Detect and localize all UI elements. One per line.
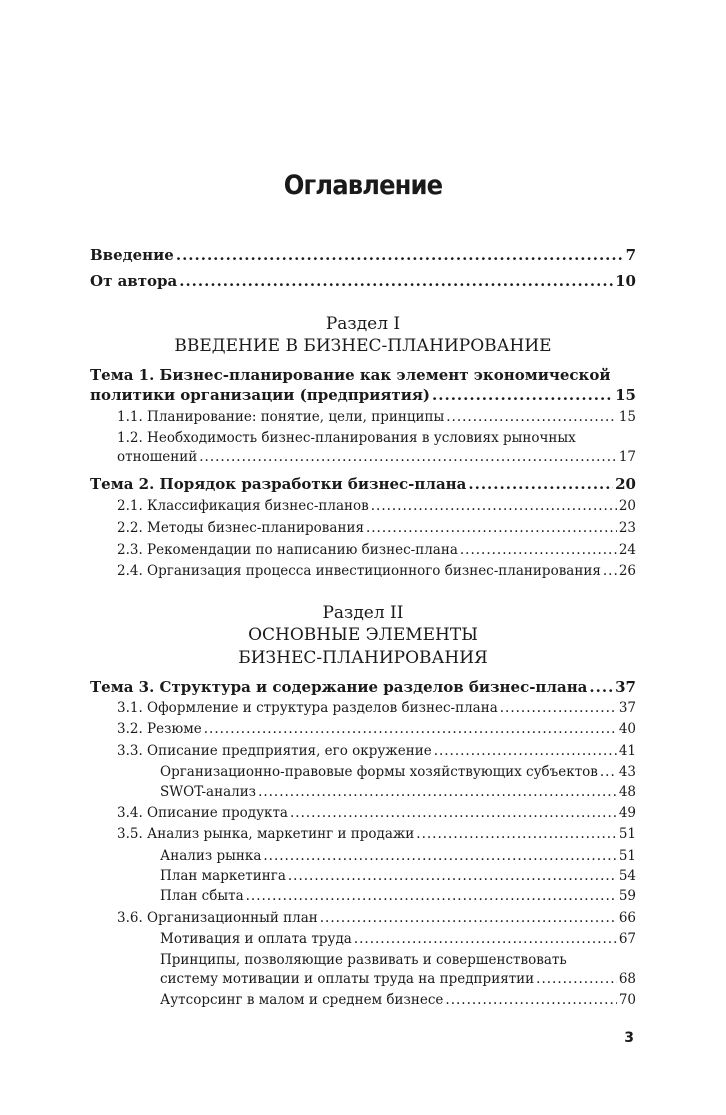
toc-entry [160, 992, 636, 1008]
toc-label: политики организации (предприятия) [90, 386, 431, 404]
toc-page-number: 66 [618, 910, 636, 926]
toc-entry [117, 805, 636, 821]
toc-topic [90, 475, 636, 493]
toc-topic [90, 366, 636, 384]
toc-page-number: 41 [618, 743, 636, 759]
toc-label: 3.6. Организационный план [117, 910, 318, 926]
toc-entry [117, 520, 636, 536]
toc-label: Тема 1. Бизнес-планирование как элемент экономической [90, 366, 611, 384]
toc-entry [117, 721, 636, 737]
toc-entry [160, 971, 636, 987]
toc-label: отношений [117, 449, 198, 465]
toc-entry [117, 542, 636, 558]
toc-page-number: 43 [618, 764, 636, 780]
toc-page-number: 17 [618, 449, 636, 465]
toc-label: 3.2. Резюме [117, 721, 202, 737]
toc-label: 2.3. Рекомендации по написанию бизнес-плана [117, 542, 458, 558]
toc-page-number: 15 [615, 386, 636, 404]
toc-page-number: 23 [618, 520, 636, 536]
toc-entry [160, 784, 636, 800]
toc-label: Аутсорсинг в малом и среднем бизнесе [160, 992, 444, 1008]
toc-page-number: 40 [618, 721, 636, 737]
toc-label: 3.5. Анализ рынка, маркетинг и продажи [117, 826, 415, 842]
toc-entry [117, 449, 636, 465]
toc-entry [117, 700, 636, 716]
toc-entry [117, 910, 636, 926]
toc-page-number: 37 [615, 678, 636, 696]
toc-entry [117, 409, 636, 425]
toc-page-number: 49 [618, 805, 636, 821]
toc-page-number: 10 [615, 272, 636, 290]
toc-page-number: 51 [618, 826, 636, 842]
toc-label: Тема 3. Структура и содержание разделов бизнес-плана [90, 678, 588, 696]
toc-label: систему мотивации и оплаты труда на предприятии [160, 971, 535, 987]
toc-label: План маркетинга [160, 868, 286, 884]
toc-entry [160, 764, 636, 780]
toc-entry [117, 430, 636, 446]
toc-page-number: 54 [618, 868, 636, 884]
toc-entry [90, 386, 636, 404]
toc-label: 2.4. Организация процесса инвестиционного бизнес-планирования [117, 563, 601, 579]
toc-entry [117, 498, 636, 514]
toc-page-number: 20 [615, 475, 636, 493]
toc-entry [160, 952, 636, 968]
toc-label: 3.3. Описание предприятия, его окружение [117, 743, 432, 759]
toc-label: 2.2. Методы бизнес-планирования [117, 520, 364, 536]
toc-label: 3.4. Описание продукта [117, 805, 288, 821]
toc-page-number: 68 [618, 971, 636, 987]
section-number: Раздел II [322, 603, 404, 623]
toc-page-number: 26 [618, 563, 636, 579]
toc-page-number: 51 [618, 848, 636, 864]
section-name: БИЗНЕС-ПЛАНИРОВАНИЯ [238, 648, 488, 668]
toc-page-number: 37 [618, 700, 636, 716]
toc-topic [90, 678, 636, 696]
toc-page-number: 59 [618, 888, 636, 904]
toc-page-number: 24 [618, 542, 636, 558]
toc-label: 3.1. Оформление и структура разделов бизнес-плана [117, 700, 498, 716]
toc-page-number: 48 [618, 784, 636, 800]
page-title: Оглавление [283, 170, 443, 201]
toc-label: Анализ рынка [160, 848, 262, 864]
toc-label: 1.2. Необходимость бизнес-планирования в условиях рыночных [117, 430, 576, 446]
page-number: 3 [624, 1030, 634, 1046]
toc-label: Тема 2. Порядок разработки бизнес-плана [90, 475, 467, 493]
toc-entry [117, 826, 636, 842]
toc-label: 1.1. Планирование: понятие, цели, принципы [117, 409, 445, 425]
toc-entry [90, 272, 636, 290]
toc-page-number: 70 [618, 992, 636, 1008]
toc-label: Организационно-правовые формы хозяйствующих субъектов [160, 764, 598, 780]
toc-label: Принципы, позволяющие развивать и совершенствовать [160, 952, 567, 968]
toc-entry [117, 563, 636, 579]
toc-entry [90, 246, 636, 264]
toc-label: 2.1. Классификация бизнес-планов [117, 498, 369, 514]
toc-entry [117, 743, 636, 759]
toc-entry [160, 848, 636, 864]
section-name: ВВЕДЕНИЕ В БИЗНЕС-ПЛАНИРОВАНИЕ [174, 336, 552, 356]
toc-page-number: 20 [618, 498, 636, 514]
section-name: ОСНОВНЫЕ ЭЛЕМЕНТЫ [248, 625, 478, 645]
toc-page-number: 67 [618, 931, 636, 947]
section-number: Раздел I [325, 314, 401, 334]
toc-label: План сбыта [160, 888, 244, 904]
toc-page-number: 7 [625, 246, 636, 264]
toc-label: Введение [90, 246, 174, 264]
toc-entry [160, 931, 636, 947]
toc-page-number: 15 [618, 409, 636, 425]
toc-label: Мотивация и оплата труда [160, 931, 352, 947]
toc-label: От автора [90, 272, 178, 290]
toc-entry [160, 868, 636, 884]
toc-entry [160, 888, 636, 904]
toc-label: SWOT-анализ [160, 784, 257, 800]
